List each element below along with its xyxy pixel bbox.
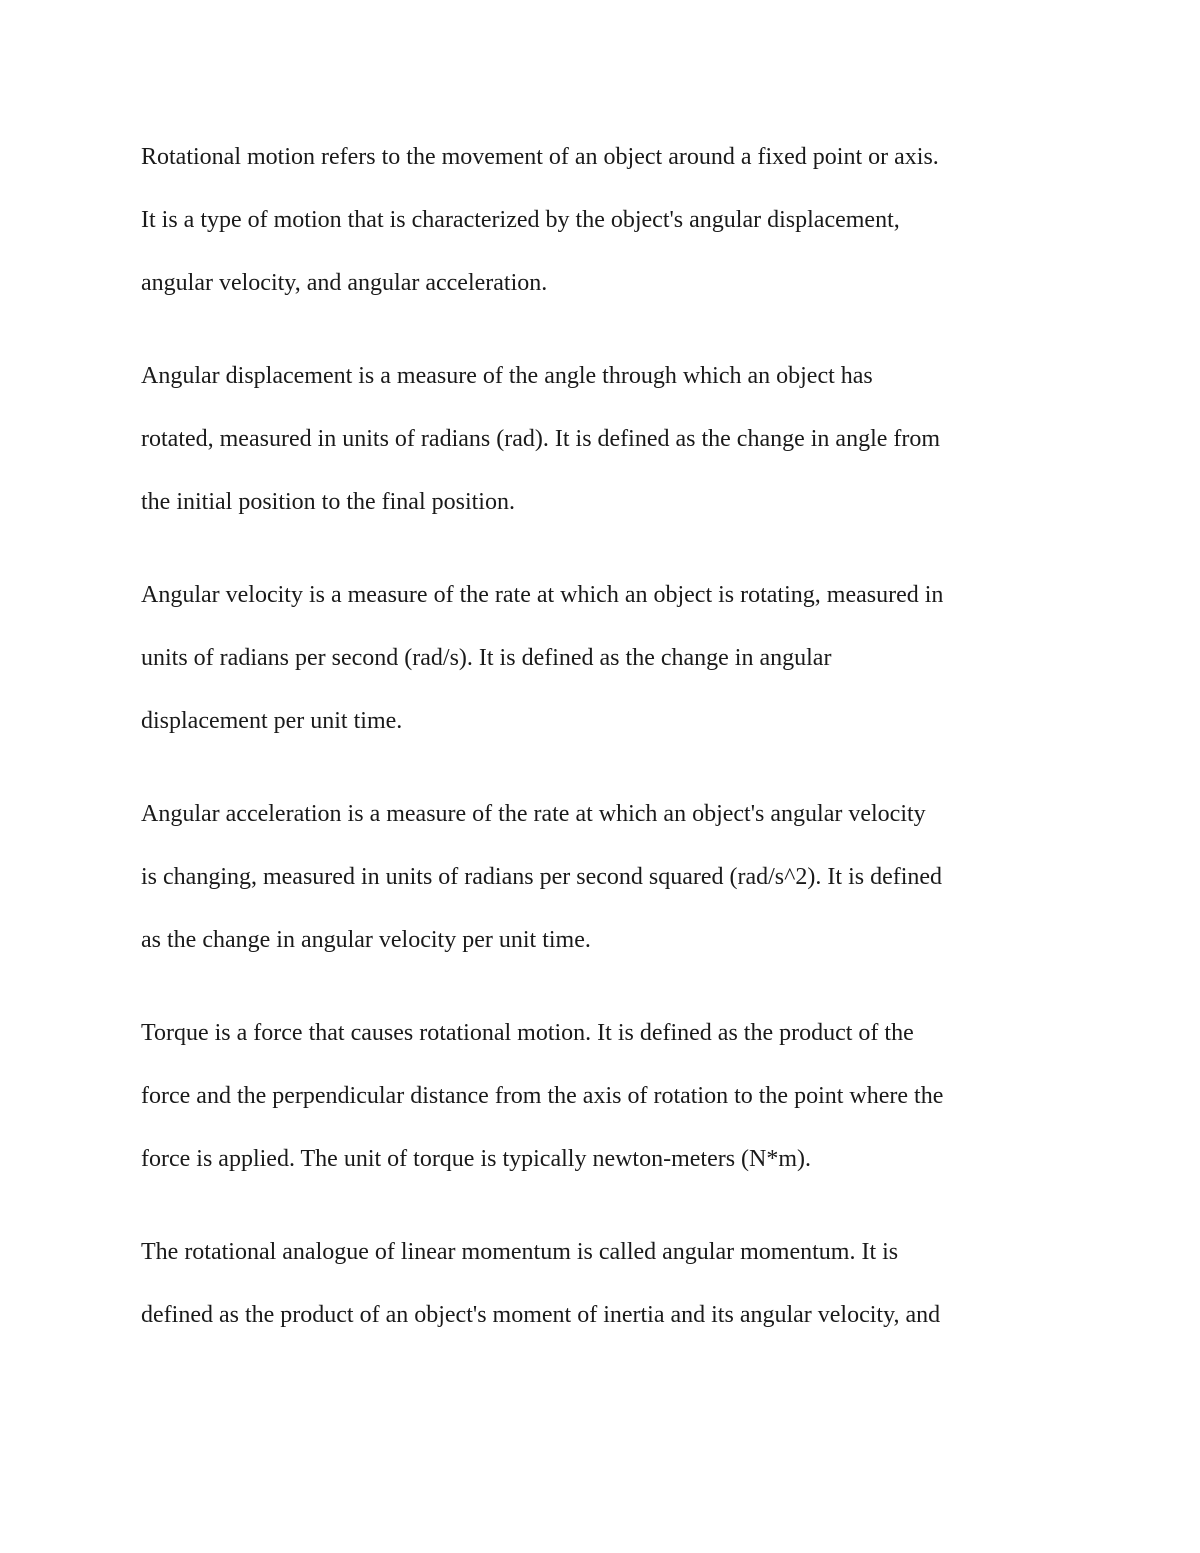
- text-line: The rotational analogue of linear momentum is called angular momentum. It is: [141, 1239, 899, 1265]
- paragraph-angular-momentum: [141, 1221, 1071, 1347]
- text-line: Angular displacement is a measure of the angle through which an object has: [141, 363, 873, 389]
- text-line: Angular acceleration is a measure of the rate at which an object's angular velocity: [141, 801, 926, 827]
- text-line: Angular velocity is a measure of the rate at which an object is rotating, measured in: [141, 582, 944, 608]
- text-line: Torque is a force that causes rotational motion. It is defined as the product of the: [141, 1020, 914, 1046]
- paragraph-angular-velocity: [141, 564, 1071, 753]
- text-line: angular velocity, and angular acceleration.: [141, 270, 548, 296]
- text-line: force is applied. The unit of torque is typically newton-meters (N*m).: [141, 1146, 812, 1172]
- text-line: displacement per unit time.: [141, 708, 403, 734]
- text-line: force and the perpendicular distance from the axis of rotation to the point where the: [141, 1083, 944, 1109]
- text-line: the initial position to the final position.: [141, 489, 515, 515]
- text-line: It is a type of motion that is characterized by the object's angular displacement,: [141, 207, 900, 233]
- text-line: as the change in angular velocity per unit time.: [141, 927, 591, 953]
- document-body: [141, 126, 1071, 1347]
- text-line: units of radians per second (rad/s). It is defined as the change in angular: [141, 645, 832, 671]
- text-line: defined as the product of an object's moment of inertia and its angular velocity, and: [141, 1302, 941, 1328]
- paragraph-angular-acceleration: [141, 783, 1071, 972]
- paragraph-torque: [141, 1002, 1071, 1191]
- paragraph-rotational-motion: [141, 126, 1071, 315]
- text-line: is changing, measured in units of radians per second squared (rad/s^2). It is defined: [141, 864, 943, 890]
- text-line: Rotational motion refers to the movement of an object around a fixed point or axis.: [141, 144, 939, 170]
- paragraph-angular-displacement: [141, 345, 1071, 534]
- text-line: rotated, measured in units of radians (rad). It is defined as the change in angle from: [141, 426, 941, 452]
